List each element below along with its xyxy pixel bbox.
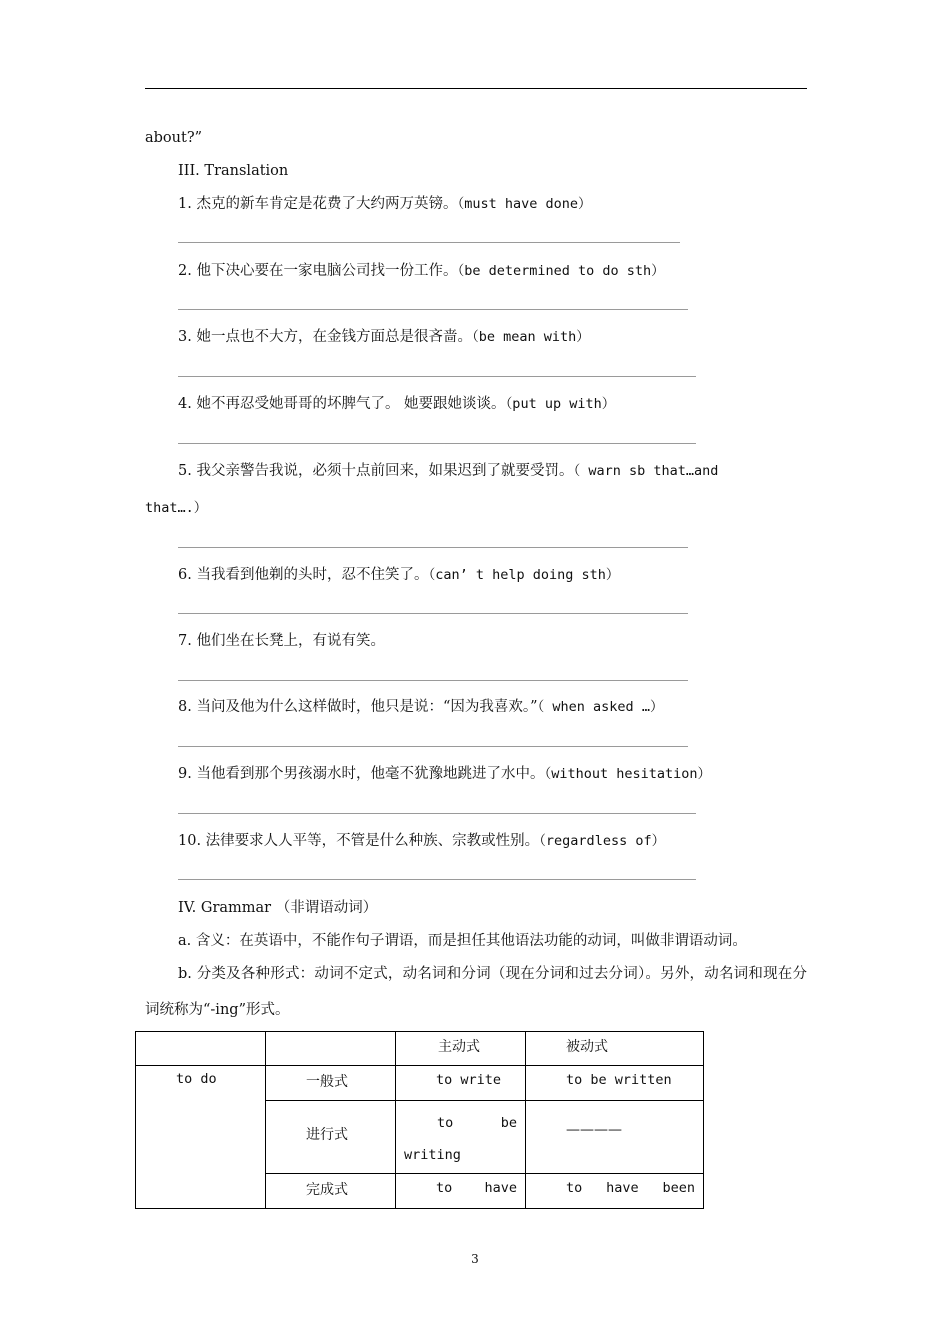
- translation-item-2: [178, 261, 665, 281]
- item-chinese: 当问及他为什么这样做时，他只是说：“因为我喜欢。”: [196, 699, 538, 715]
- item-number: 1.: [178, 196, 192, 212]
- table-cell-perfect-active: to have: [396, 1174, 526, 1209]
- table-group-label: to do: [136, 1066, 266, 1209]
- translation-item-10: [178, 831, 665, 851]
- item-hint: （put up with）: [505, 396, 616, 412]
- item-number: 8.: [178, 699, 192, 715]
- grammar-para-a: a. 含义：在英语中，不能作句子谓语，而是担任其他语法功能的动词，叫做非谓语动词。: [178, 933, 747, 949]
- item-number: 2.: [178, 263, 192, 279]
- table-cell-simple-active: to write: [396, 1066, 526, 1101]
- item-chinese: 法律要求人人平等，不管是什么种族、宗教或性别。: [205, 833, 540, 849]
- item-chinese: 当我看到他剃的头时，忍不住笑了。: [196, 567, 429, 583]
- answer-blank-5[interactable]: [178, 547, 688, 548]
- item-chinese: 他们坐在长凳上，有说有笑。: [196, 633, 385, 649]
- item-hint: （can’ t help doing sth）: [428, 567, 620, 583]
- translation-item-9: [178, 764, 711, 784]
- answer-blank-9[interactable]: [178, 813, 696, 814]
- table-header-passive: 被动式: [526, 1032, 704, 1066]
- answer-blank-6[interactable]: [178, 613, 688, 614]
- page-number: 3: [471, 1252, 479, 1266]
- answer-blank-4[interactable]: [178, 443, 696, 444]
- item-hint: （without hesitation）: [544, 766, 712, 782]
- item-hint: （be determined to do sth）: [457, 263, 665, 279]
- answer-blank-8[interactable]: [178, 746, 688, 747]
- table-row-label-perfect: 完成式: [266, 1174, 396, 1209]
- item-number: 7.: [178, 633, 192, 649]
- translation-item-8: [178, 697, 663, 717]
- item-number: 5.: [178, 463, 192, 479]
- item-hint: （regardless of）: [539, 833, 666, 849]
- table-cell-simple-passive: to be written: [526, 1066, 704, 1101]
- item-hint: （ when asked …）: [537, 699, 664, 715]
- item-chinese: 他下决心要在一家电脑公司找一份工作。: [196, 263, 458, 279]
- item-chinese: 她一点也不大方，在金钱方面总是很吝啬。: [196, 329, 472, 345]
- table-cell-progressive-active: to be writing: [396, 1101, 526, 1174]
- table-row-label-progressive: 进行式: [266, 1101, 396, 1174]
- item-chinese: 我父亲警告我说，必须十点前回来，如果迟到了就要受罚。: [196, 463, 574, 479]
- item-chinese: 她不再忍受她哥哥的坏脾气了。 她要跟她谈谈。: [196, 396, 506, 412]
- translation-item-4: [178, 394, 615, 414]
- item-chinese: 杰克的新车肯定是花费了大约两万英镑。: [196, 196, 458, 212]
- item-number: 4.: [178, 396, 192, 412]
- item-hint: （be mean with）: [471, 329, 590, 345]
- table-header-active: 主动式: [396, 1032, 526, 1066]
- answer-blank-2[interactable]: [178, 309, 688, 310]
- item-number: 3.: [178, 329, 192, 345]
- item-hint: （must have done）: [457, 196, 592, 212]
- translation-item-7: [178, 631, 385, 651]
- answer-blank-10[interactable]: [178, 879, 696, 880]
- table-header-empty: [136, 1032, 266, 1066]
- item-number: 9.: [178, 766, 192, 782]
- table-cell-progressive-passive: ————: [526, 1101, 704, 1174]
- header-rule: [145, 88, 807, 89]
- section-title-translation: III. Translation: [178, 163, 289, 179]
- answer-blank-7[interactable]: [178, 680, 688, 681]
- item-hint: （ warn sb that…and: [573, 463, 719, 479]
- translation-item-5: [178, 461, 807, 481]
- nonfinite-forms-table: [135, 1031, 704, 1209]
- item-number: 6.: [178, 567, 192, 583]
- grammar-para-b: b. 分类及各种形式：动词不定式，动名词和分词（现在分词和过去分词）。另外，动名词和现在分词统称为“-ing”形式。: [145, 966, 807, 1018]
- answer-blank-3[interactable]: [178, 376, 696, 377]
- translation-item-1: [178, 194, 592, 214]
- continuation-text: about?”: [145, 130, 203, 146]
- table-cell-perfect-passive: to have been: [526, 1174, 704, 1209]
- item-5-hint-continued: that….）: [145, 500, 208, 516]
- translation-item-3: [178, 327, 590, 347]
- answer-blank-1[interactable]: [178, 242, 680, 243]
- table-row-label-simple: 一般式: [266, 1066, 396, 1101]
- section-title-grammar: IV. Grammar （非谓语动词）: [178, 900, 378, 916]
- item-chinese: 当他看到那个男孩溺水时，他毫不犹豫地跳进了水中。: [196, 766, 545, 782]
- item-number: 10.: [178, 833, 202, 849]
- translation-item-6: [178, 565, 619, 585]
- table-header-empty: [266, 1032, 396, 1066]
